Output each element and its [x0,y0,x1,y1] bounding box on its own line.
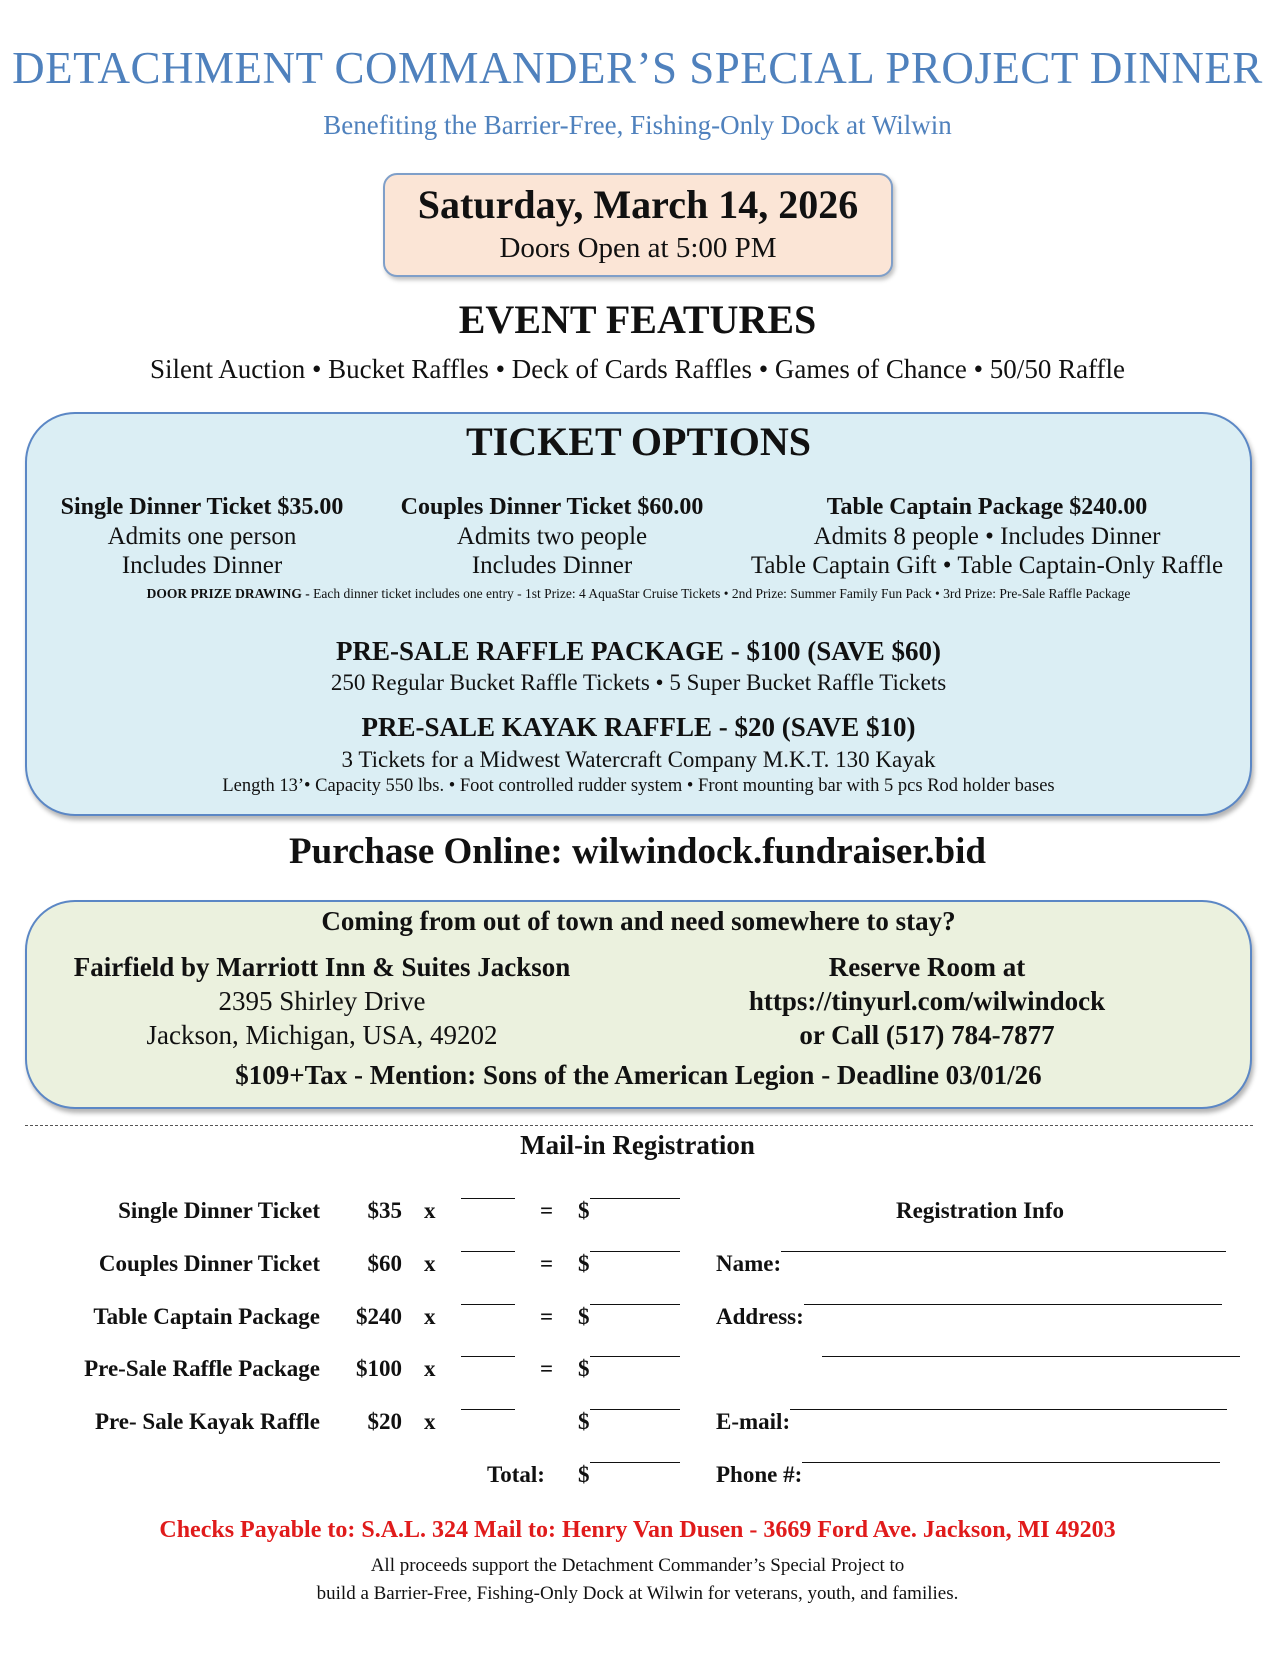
doors-open: Doors Open at 5:00 PM [499,232,777,264]
ticket-table-captain [727,492,1247,580]
item-label: Single Dinner Ticket [118,1198,320,1223]
ticket-line: Admits one person [107,523,297,550]
kayak-specs: Length 13’• Capacity 550 lbs. • Foot controlled rudder system • Front mounting bar with 5 pcs Rod holder bases [222,776,1055,796]
hotel-city: Jackson, Michigan, USA, 49202 [146,1020,498,1050]
hotel-address [27,950,617,1052]
features-list: Silent Auction • Bucket Raffles • Deck of Cards Raffles • Games of Chance • 50/50 Raffle [149,354,1126,384]
item-price: $35 [367,1198,402,1223]
reserve-url-link[interactable]: https://tinyurl.com/wilwindock [748,986,1106,1016]
equals-sign: = [540,1251,554,1276]
item-price: $100 [356,1356,402,1381]
purchase-online-link[interactable]: Purchase Online: wilwindock.fundraiser.bid [289,831,986,872]
name-field[interactable] [716,1251,781,1277]
hotel-street: 2395 Shirley Drive [218,986,426,1016]
kayak-raffle-text: 3 Tickets for a Midwest Watercraft Company M.K.T. 130 Kayak [341,747,936,772]
hotel-box [25,900,1252,1109]
dollar-sign: $ [578,1409,590,1434]
ticket-couples [382,492,722,580]
dollar-sign: $ [578,1198,590,1223]
item-label: Pre- Sale Kayak Raffle [94,1409,320,1434]
times-sign: x [424,1356,436,1381]
checks-payable: Checks Payable to: S.A.L. 324 Mail to: Henry Van Dusen - 3669 Ford Ave. Jackson, MI 49203 [159,1517,1116,1543]
reserve-label: Reserve Room at [828,952,1026,982]
subtitle: Benefiting the Barrier-Free, Fishing-Only Dock at Wilwin [323,110,952,140]
raffle-package-title: PRE-SALE RAFFLE PACKAGE - $100 (SAVE $60) [335,636,942,666]
dollar-sign: $ [578,1304,590,1329]
equals-sign: = [540,1356,554,1381]
ticket-line: Admits two people [456,523,648,550]
address-field[interactable] [716,1304,804,1330]
total-field[interactable] [578,1462,590,1488]
ticket-line: Table Captain Gift • Table Captain-Only Raffle [750,552,1224,579]
door-prize-text: Each dinner ticket includes one entry - 1st Prize: 4 AquaStar Cruise Tickets • 2nd Prize: Summer Family Fun Pack • 3rd Prize: Pre-Sale Raffle Package [309,586,1131,601]
date-box [383,173,893,277]
email-label: E-mail: [716,1409,791,1434]
hotel-heading: Coming from out of town and need somewhere to stay? [321,906,956,936]
ticket-line: Includes Dinner [471,552,633,579]
ticket-single [37,492,367,580]
times-sign: x [424,1304,436,1329]
ticket-options-box [25,412,1252,816]
phone-label: Phone #: [716,1462,803,1487]
name-label: Name: [716,1251,782,1276]
ticket-line: Admits 8 people • Includes Dinner [813,523,1161,550]
reserve-phone: or Call (517) 784-7877 [799,1020,1055,1050]
event-date: Saturday, March 14, 2026 [417,182,859,227]
equals-sign: = [540,1198,554,1223]
item-price: $20 [367,1409,402,1434]
total-label: Total: [487,1462,545,1487]
equals-sign: = [540,1304,554,1329]
footer-line-1: All proceeds support the Detachment Commander’s Special Project to [370,1555,905,1576]
hotel-reserve [647,950,1207,1052]
mail-in-heading: Mail-in Registration [520,1130,755,1160]
features-heading: EVENT FEATURES [458,297,817,342]
total-dollar: $ [578,1462,590,1487]
raffle-package-text: 250 Regular Bucket Raffle Tickets • 5 Super Bucket Raffle Tickets [330,670,947,695]
door-prize-label: DOOR PRIZE DRAWING - [146,586,310,601]
times-sign: x [424,1198,436,1223]
address-label: Address: [716,1304,804,1329]
item-price: $240 [356,1304,402,1329]
ticket-options-heading: TICKET OPTIONS [466,419,811,464]
cut-line-divider [25,1125,1253,1126]
item-label: Couples Dinner Ticket [98,1251,320,1276]
door-prize [27,586,1250,602]
item-price: $60 [367,1251,402,1276]
dollar-sign: $ [578,1356,590,1381]
email-field[interactable] [716,1409,790,1435]
times-sign: x [424,1251,436,1276]
times-sign: x [424,1409,436,1434]
ticket-title: Single Dinner Ticket $35.00 [60,494,344,520]
ticket-line: Includes Dinner [121,552,283,579]
hotel-rate: $109+Tax - Mention: Sons of the American Legion - Deadline 03/01/26 [235,1060,1042,1090]
registration-info-heading: Registration Info [895,1198,1065,1223]
ticket-title: Couples Dinner Ticket $60.00 [400,494,704,520]
ticket-title: Table Captain Package $240.00 [826,494,1148,520]
page-title: DETACHMENT COMMANDER’S SPECIAL PROJECT DINNER [12,43,1263,93]
footer-line-2: build a Barrier-Free, Fishing-Only Dock at Wilwin for veterans, youth, and families. [316,1583,959,1604]
item-label: Pre-Sale Raffle Package [84,1356,320,1381]
hotel-name: Fairfield by Marriott Inn & Suites Jackson [73,952,571,982]
dollar-sign: $ [578,1251,590,1276]
kayak-raffle-title: PRE-SALE KAYAK RAFFLE - $20 (SAVE $10) [361,712,916,742]
item-label: Table Captain Package [93,1304,320,1329]
